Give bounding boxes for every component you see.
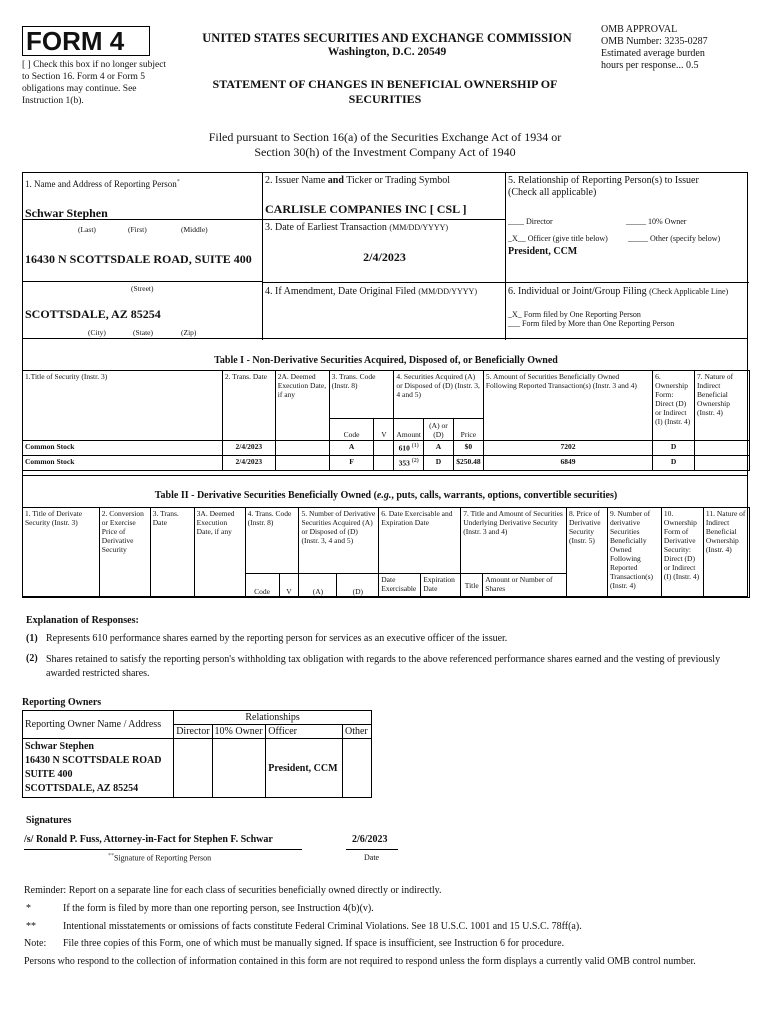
t2-h-underlying: 7. Title and Amount of Securities Underlying Derivative Security (Instr. 3 and 4)	[461, 508, 567, 574]
reporting-person-city: SCOTTSDALE, AZ 85254	[25, 307, 161, 321]
t2-h-price: 8. Price of Derivative Security (Instr. 5)	[566, 508, 607, 598]
box4	[263, 283, 506, 340]
t1-h-date: 2. Trans. Date	[222, 371, 275, 441]
box4-label: 4. If Amendment, Date Original Filed	[265, 286, 416, 297]
owners-col-director: Director	[174, 725, 212, 739]
checkbox-note: [ ] Check this box if no longer subject to Section 16. Form 4 or Form 5 obligations may continue. See Instruction 1(b).	[22, 60, 167, 106]
t2-h-form: 10. Ownership Form of Derivative Security: Direct (D) or Indirect (I) (Instr. 4)	[661, 508, 703, 598]
t1-r1-title: Common Stock	[23, 456, 223, 471]
t2-s-title: Title	[461, 574, 483, 598]
response-2: Shares retained to satisfy the reporting person's withholding tax obligation with regards to the above referenced performance shares earned and the vesting of previously awarded restricted shares.	[46, 654, 721, 679]
box2-label-b: and	[327, 175, 344, 186]
note2: Intentional misstatements or omissions of facts constitute Federal Criminal Violations. See 18 U.S.C. 1001 and 15 U.S.C. 78ff(a).	[63, 921, 582, 932]
signatures-heading: Signatures	[26, 815, 72, 826]
box1-street: (Street)	[131, 284, 154, 293]
owners-col-name: Reporting Owner Name / Address	[23, 711, 174, 739]
reporting-person-street: 16430 N SCOTTSDALE ROAD, SUITE 400	[25, 252, 252, 266]
signature-date: 2/6/2023	[352, 834, 388, 845]
omb-title: OMB APPROVAL	[601, 24, 678, 35]
t2-s-code: Code	[245, 574, 279, 598]
t1-r0-ad: A	[424, 441, 454, 456]
table1	[22, 370, 750, 471]
owners-relationships: Relationships	[174, 711, 372, 725]
t2-s-amt: Amount or Number of Shares	[483, 574, 567, 598]
table1-title: Table I - Non-Derivative Securities Acquired, Disposed of, or Beneficially Owned	[214, 355, 558, 366]
t1-h-form: 6. Ownership Form: Direct (D) or Indirect (I) (Instr. 4)	[653, 371, 695, 441]
t1-r1-code: F	[329, 456, 374, 471]
note2-mark: **	[26, 921, 36, 932]
t2-h-exercisable: 6. Date Exercisable and Expiration Date	[379, 508, 461, 574]
box1-first: (First)	[128, 225, 147, 234]
omb-burden: Estimated average burden	[601, 48, 705, 59]
note1-mark: *	[26, 903, 31, 914]
earliest-transaction-date: 2/4/2023	[363, 250, 406, 264]
table2-title-b: e.g.	[376, 490, 392, 501]
t1-r0-form: D	[653, 441, 695, 456]
owner-addr3: SCOTTSDALE, AZ 85254	[25, 783, 139, 794]
table2	[22, 507, 750, 598]
box1-state: (State)	[133, 328, 153, 337]
t1-h-title: 1.Title of Security (Instr. 3)	[23, 371, 223, 441]
box1-last: (Last)	[78, 225, 96, 234]
box3-format: (MM/DD/YYYY)	[389, 223, 449, 232]
note1: If the form is filed by more than one reporting person, see Instruction 4(b)(v).	[63, 903, 374, 914]
box2-label-c: Ticker or Trading Symbol	[343, 175, 451, 186]
table-row	[23, 739, 372, 798]
box1-zip: (Zip)	[181, 328, 197, 337]
t1-r0-title: Common Stock	[23, 441, 223, 456]
reporting-person-name: Schwar Stephen	[25, 206, 108, 220]
form-title: FORM 4	[26, 26, 125, 56]
table-row	[23, 441, 750, 456]
t1-r1-form: D	[653, 456, 695, 471]
owner-addr2: SUITE 400	[25, 769, 73, 780]
signature-label: Signature of Reporting Person	[114, 853, 212, 863]
owner-addr1: 16430 N SCOTTSDALE ROAD	[25, 755, 162, 766]
note3-mark: Note:	[24, 938, 47, 949]
box1-mark: *	[176, 179, 180, 185]
table1-block	[22, 339, 748, 476]
agency-location: Washington, D.C. 20549	[327, 46, 447, 58]
table-row	[23, 456, 750, 471]
owners-col-other: Other	[342, 725, 371, 739]
t1-s-amount: Amount	[394, 419, 424, 441]
box1-city: (City)	[88, 328, 106, 337]
t1-r1-amount: 353	[398, 458, 410, 468]
t1-s-aord: (A) or (D)	[424, 419, 454, 441]
omb-box	[601, 24, 751, 72]
t1-r0-amount: 610	[398, 443, 410, 453]
t1-s-v: V	[374, 419, 394, 441]
table2-block	[22, 476, 748, 597]
filed-line-2: Section 30(h) of the Investment Company Act of 1940	[254, 145, 516, 159]
box5-director[interactable]: ____ Director	[508, 217, 553, 226]
t1-r0-footnote[interactable]: (1)	[411, 443, 419, 449]
table2-title-c: , puts, calls, warrants, options, convertible securities)	[391, 490, 618, 501]
response-1: Represents 610 performance shares earned by the reporting person for services as an executive officer of the issuer.	[46, 633, 508, 644]
t2-s-exp: Expiration Date	[421, 574, 461, 598]
t1-r1-footnote[interactable]: (2)	[411, 458, 419, 464]
table2-title-a: Table II - Derivative Securities Beneficially Owned (	[154, 490, 377, 501]
omb-number: OMB Number: 3235-0287	[601, 36, 708, 47]
t2-s-v: V	[279, 574, 299, 598]
t1-r0-code: A	[329, 441, 374, 456]
t2-s-exer: Date Exercisable	[379, 574, 421, 598]
box4-format: (MM/DD/YYYY)	[418, 287, 477, 296]
t2-h-deemed: 3A. Deemed Execution Date, if any	[194, 508, 245, 598]
box6	[506, 283, 749, 340]
box2	[263, 173, 506, 220]
box6-more[interactable]: ___ Form filed by More than One Reporting Person	[508, 319, 675, 328]
owner-name: Schwar Stephen	[25, 741, 94, 752]
note3: File three copies of this Form, one of which must be manually signed. If space is insufficient, see Instruction 6 for procedure.	[63, 938, 565, 949]
t2-h-number: 5. Number of Derivative Securities Acquired (A) or Disposed of (D) (Instr. 3, 4 and 5)	[299, 508, 379, 574]
t1-r0-owned: 7202	[483, 441, 652, 456]
t1-h-owned: 5. Amount of Securities Beneficially Owned Following Reported Transaction(s) (Instr. 3 and 4)	[483, 371, 652, 441]
owners-col-officer: Officer	[266, 725, 343, 739]
persons-note: Persons who respond to the collection of information contained in this form are not required to respond unless the form displays a currently valid OMB control number.	[24, 956, 696, 967]
t1-r1-ad: D	[424, 456, 454, 471]
owners-col-ten: 10% Owner	[212, 725, 266, 739]
box3	[263, 220, 506, 283]
officer-title: President, CCM	[508, 246, 578, 257]
owners-table	[22, 710, 372, 798]
t1-s-price: Price	[453, 419, 483, 441]
box1-middle: (Middle)	[181, 225, 208, 234]
t1-r1-date: 2/4/2023	[222, 456, 275, 471]
box2-label-a: 2. Issuer Name	[265, 175, 328, 186]
response-2-number: (2)	[26, 653, 38, 664]
t2-s-a: (A)	[299, 574, 337, 598]
top-info-block	[22, 172, 748, 339]
signer: /s/ Ronald P. Fuss, Attorney-in-Fact for Stephen F. Schwar	[24, 834, 273, 845]
t2-h-code: 4. Trans. Code (Instr. 8)	[245, 508, 299, 574]
box6-sub: (Check Applicable Line)	[649, 287, 729, 296]
form-title-box	[22, 26, 150, 56]
box5-officer[interactable]: _X__ Officer (give title below)	[508, 234, 608, 243]
t1-r1-owned: 6849	[483, 456, 652, 471]
t1-r0-price: $0	[453, 441, 483, 456]
box1-label: 1. Name and Address of Reporting Person	[25, 179, 177, 189]
t1-r0-date: 2/4/2023	[222, 441, 275, 456]
t1-h-deemed: 2A. Deemed Execution Date, if any	[275, 371, 329, 441]
t1-r1-price: $250.48	[453, 456, 483, 471]
owner-officer-title: President, CCM	[266, 739, 343, 798]
box6-one[interactable]: _X_ Form filed by One Reporting Person	[508, 310, 641, 319]
t2-h-date: 3. Trans. Date	[150, 508, 194, 598]
t1-s-code: Code	[329, 419, 374, 441]
owners-heading: Reporting Owners	[22, 697, 102, 708]
t2-s-d: (D)	[337, 574, 379, 598]
explanation-heading: Explanation of Responses:	[26, 615, 139, 626]
t2-h-nature: 11. Nature of Indirect Beneficial Ownership (Instr. 4)	[703, 508, 749, 598]
response-1-number: (1)	[26, 633, 38, 644]
filed-line-1: Filed pursuant to Section 16(a) of the Securities Exchange Act of 1934 or	[208, 130, 562, 144]
statement-title: STATEMENT OF CHANGES IN BENEFICIAL OWNERSHIP OF SECURITIES	[212, 77, 558, 106]
t1-h-acquired: 4. Securities Acquired (A) or Disposed of (D) (Instr. 3, 4 and 5)	[394, 371, 483, 419]
t2-h-title: 1. Title of Derivate Security (Instr. 3)	[23, 508, 100, 598]
reminder: Reminder: Report on a separate line for each class of securities beneficially owned directly or indirectly.	[24, 885, 442, 896]
date-label: Date	[364, 853, 380, 862]
t1-h-nature: 7. Nature of Indirect Beneficial Ownership (Instr. 4)	[695, 371, 750, 441]
omb-hours: hours per response... 0.5	[601, 60, 699, 71]
signature-mark: **	[108, 853, 114, 859]
box5-ten-pct[interactable]: _____ 10% Owner	[626, 217, 687, 226]
box5-label: 5. Relationship of Reporting Person(s) to Issuer	[508, 175, 699, 186]
box6-label: 6. Individual or Joint/Group Filing	[508, 286, 647, 297]
box1	[23, 173, 263, 340]
box5	[506, 173, 749, 283]
box3-label: 3. Date of Earliest Transaction	[265, 222, 387, 233]
t2-h-owned: 9. Number of derivative Securities Beneficially Owned Following Reported Transaction(s) (Instr. 4)	[607, 508, 661, 598]
t2-h-conversion: 2. Conversion or Exercise Price of Derivative Security	[99, 508, 150, 598]
issuer-name: CARLISLE COMPANIES INC [ CSL ]	[265, 202, 467, 216]
box5-sub: (Check all applicable)	[508, 187, 597, 198]
agency-title: UNITED STATES SECURITIES AND EXCHANGE COMMISSION	[202, 31, 572, 45]
box5-other[interactable]: _____ Other (specify below)	[628, 234, 721, 243]
t1-h-code: 3. Trans. Code (Instr. 8)	[329, 371, 394, 419]
